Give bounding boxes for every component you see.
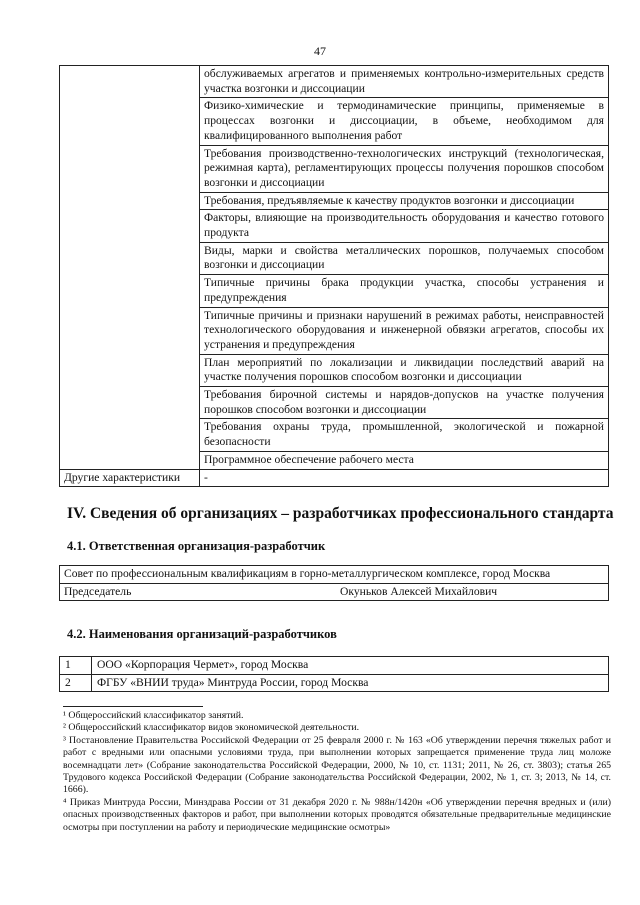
responsible-org-table (59, 565, 609, 601)
requirement-row: Физико-химические и термодинамические принципы, применяемые в процессах возгонки и диссоциации, в объеме, необходимом для квалифицированного выполнения работ (200, 98, 609, 145)
requirements-table (59, 65, 609, 487)
developer-name: ФГБУ «ВНИИ труда» Минтруда России, город Москва (92, 674, 609, 692)
requirement-row: Требования производственно-технологических инструкций (технологическая, режимная карта), регламентирующих процессы получения порошков способом возгонки и диссоциации (200, 145, 609, 192)
requirements-label-cell (60, 66, 200, 470)
requirement-row: Требования, предъявляемые к качеству продуктов возгонки и диссоциации (200, 192, 609, 210)
footnote: ¹ Общероссийский классификатор занятий. (63, 710, 244, 721)
developers-table (59, 656, 609, 692)
other-characteristics-value: - (200, 469, 609, 487)
footnote: ³ Постановление Правительства Российской Федерации от 25 февраля 2000 г. № 163 «Об утверждении перечня тяжелых работ и работ с вредными или опасными условиями труда, при выполнении которых запрещается применение труда лиц моложе восемнадцати лет» (Собрание законодательства Российской Федерации, 2000, № 10, ст. 1131; 2011, № 26, ст. 3803); статья 265 Трудового кодекса Российской Федерации (Собрание законодательства Российской Федерации, 2002, № 1, ст. 3; 2013, № 14, ст. 1666). (63, 734, 611, 796)
responsible-org-heading: 4.1. Ответственная организация-разработчик (67, 539, 326, 553)
requirement-row: Требования охраны труда, промышленной, экологической и пожарной безопасности (200, 419, 609, 451)
requirement-row: обслуживаемых агрегатов и применяемых контрольно-измерительных средств участка возгонки и диссоциации (200, 66, 609, 98)
page-number: 47 (314, 44, 326, 58)
requirement-row: Требования бирочной системы и нарядов-допусков на участке получения порошков способом возгонки и диссоциации (200, 387, 609, 419)
footnote: ⁴ Приказ Минтруда России, Минздрава России от 31 декабря 2020 г. № 988н/1420н «Об утверждении перечня вредных и (или) опасных производственных факторов и работ, при выполнении которых проводятся обязательные предварительные медицинские осмотры при поступлении на работу и периодические медицинские осмотры» (63, 796, 611, 833)
chair-label: Председатель (64, 584, 132, 598)
requirement-row: Факторы, влияющие на производительность оборудования и качество готового продукта (200, 210, 609, 242)
responsible-org-name: Совет по профессиональным квалификациям в горно-металлургическом комплексе, город Москва (60, 566, 609, 584)
section-title: IV. Сведения об организациях – разработчиках профессионального стандарта (67, 505, 614, 522)
other-characteristics-label: Другие характеристики (60, 469, 200, 487)
table-row (60, 657, 609, 675)
developer-number: 2 (60, 674, 92, 692)
footnote-separator (63, 706, 203, 707)
footnote: ² Общероссийский классификатор видов экономической деятельности. (63, 722, 360, 734)
developer-name: ООО «Корпорация Чермет», город Москва (92, 657, 609, 675)
footnotes (63, 710, 611, 834)
chair-name: Окуньков Алексей Михайлович (340, 584, 498, 598)
developer-number: 1 (60, 657, 92, 675)
requirement-row: Программное обеспечение рабочего места (200, 451, 609, 469)
requirement-row: Виды, марки и свойства металлических порошков, получаемых способом возгонки и диссоциации (200, 242, 609, 274)
table-row (60, 674, 609, 692)
requirement-row: Типичные причины брака продукции участка, способы устранения и предупреждения (200, 275, 609, 307)
chair-row (60, 583, 609, 601)
requirement-row: План мероприятий по локализации и ликвидации последствий аварий на участке получения порошков способом возгонки и диссоциации (200, 354, 609, 386)
developers-heading: 4.2. Наименования организаций-разработчиков (67, 627, 337, 641)
requirement-row: Типичные причины и признаки нарушений в режимах работы, неисправностей технологического оборудования и инженерной обвязки агрегатов, способы их устранения и предупреждения (200, 307, 609, 354)
